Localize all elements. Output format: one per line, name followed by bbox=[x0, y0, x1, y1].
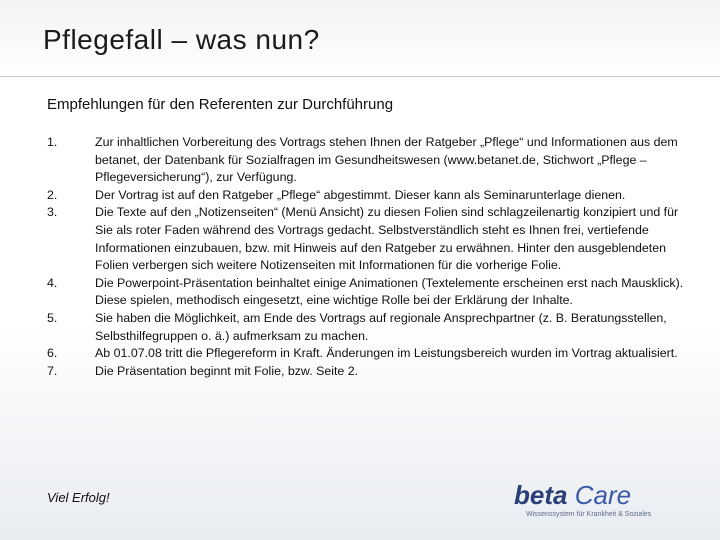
list-item bbox=[47, 204, 687, 274]
logo-care-text: Care bbox=[574, 480, 632, 510]
beta-care-logo bbox=[514, 481, 714, 521]
step-text: Sie haben die Möglichkeit, am Ende des Vortrags auf regionale Ansprechpartner (z. B. Beratungsstellen, Selbsthilfegruppen o. ä.) aufmerksam zu machen. bbox=[95, 310, 667, 343]
list-item bbox=[47, 134, 687, 187]
slide-title: Pflegefall – was nun? bbox=[43, 24, 320, 55]
slide-subtitle: Empfehlungen für den Referenten zur Durchführung bbox=[47, 96, 394, 113]
list-item bbox=[47, 310, 687, 345]
step-text: Die Powerpoint-Präsentation beinhaltet einige Animationen (Textelemente erscheinen erst nach Mausklick). Diese spielen, methodisch eingesetzt, eine wichtige Rolle bei der Erklärung der Inhalte. bbox=[95, 275, 684, 308]
step-text: Die Texte auf den „Notizenseiten“ (Menü Ansicht) zu diesen Folien sind schlagzeilenartig konzipiert und für Sie als roter Faden während des Vortrags gedacht. Selbstverständlich steht es Ihnen frei, vertiefende Informationen einzubauen, bzw. mit Hinweis auf den Ratgeber zu erwähnen. Hinter den ausgeblendeten Folien verbergen sich weitere Notizenseiten mit Informationen für die vorherige Folie. bbox=[95, 205, 679, 273]
logo-tagline: Wissenssystem für Krankheit & Soziales bbox=[526, 511, 652, 518]
list-item bbox=[47, 275, 687, 310]
step-text: Ab 01.07.08 tritt die Pflegereform in Kraft. Änderungen im Leistungsbereich wurden im Vortrag aktualisiert. bbox=[95, 346, 678, 361]
step-number: 6. bbox=[47, 346, 58, 361]
step-number: 2. bbox=[47, 187, 58, 202]
step-number: 4. bbox=[47, 275, 58, 290]
step-number: 5. bbox=[47, 310, 58, 325]
step-text: Der Vortrag ist auf den Ratgeber „Pflege“ abgestimmt. Dieser kann als Seminarunterlage dienen. bbox=[95, 187, 626, 202]
step-list bbox=[47, 134, 687, 380]
closing-text: Viel Erfolg! bbox=[47, 490, 110, 505]
step-number: 1. bbox=[47, 135, 58, 149]
list-item bbox=[47, 187, 687, 205]
step-text: Zur inhaltlichen Vorbereitung des Vortrags stehen Ihnen der Ratgeber „Pflege“ und Informationen aus dem betanet, der Datenbank für Sozialfragen im Gesundheitswesen (www.betanet.de, Stichwort „Pflege – Pflegeversicherung“), zur Verfügung. bbox=[95, 135, 678, 185]
list-item bbox=[47, 363, 687, 381]
step-number: 3. bbox=[47, 205, 58, 220]
title-bar bbox=[0, 0, 720, 77]
list-item bbox=[47, 345, 687, 363]
step-number: 7. bbox=[47, 363, 58, 378]
logo-beta-text: beta bbox=[514, 480, 568, 510]
step-text: Die Präsentation beginnt mit Folie, bzw. Seite 2. bbox=[95, 363, 359, 378]
logo-wordmark bbox=[514, 481, 631, 509]
